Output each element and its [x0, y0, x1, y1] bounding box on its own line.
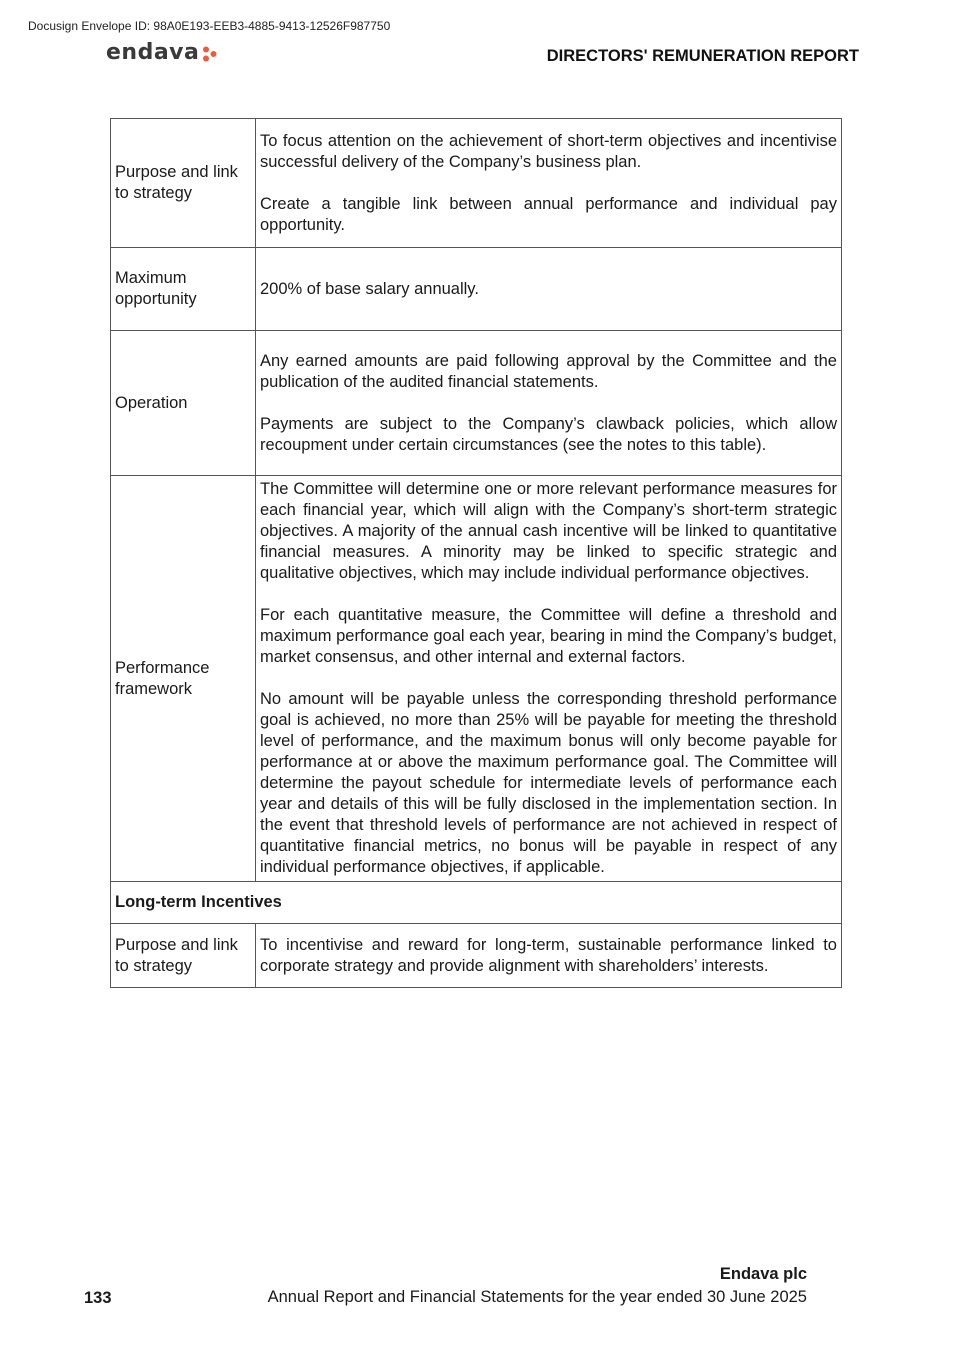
section-heading: Long-term Incentives	[111, 882, 842, 924]
row-label: Purpose and link to strategy	[111, 119, 256, 248]
row-content	[256, 248, 842, 331]
table-row	[111, 882, 842, 924]
report-section-title: DIRECTORS' REMUNERATION REPORT	[546, 47, 859, 65]
row-label: Purpose and link to strategy	[111, 924, 256, 988]
paragraph: For each quantitative measure, the Committee will define a threshold and maximum performance goal each year, bearing in mind the Company’s budget, market consensus, and other internal and external factors.	[260, 606, 837, 666]
row-content	[256, 119, 842, 248]
paragraph: The Committee will determine one or more relevant performance measures for each financial year, which will align with the Company’s short-term strategic objectives. A majority of the annual cash incentive will be linked to quantitative financial measures. A minority may be linked to specific strategic and qualitative objectives, which may include individual performance objectives.	[260, 480, 837, 582]
row-content	[256, 924, 842, 988]
row-label: Operation	[111, 331, 256, 476]
company-logo	[106, 40, 218, 65]
row-label: Performance framework	[111, 476, 256, 882]
remuneration-policy-table	[110, 118, 842, 988]
endava-mark-icon	[202, 46, 218, 62]
paragraph: Create a tangible link between annual performance and individual pay opportunity.	[260, 194, 837, 234]
paragraph: To incentivise and reward for long-term, sustainable performance linked to corporate strategy and provide alignment with shareholders’ interests.	[260, 935, 837, 975]
footer-report-title: Annual Report and Financial Statements for the year ended 30 June 2025	[267, 1288, 807, 1306]
envelope-id: Docusign Envelope ID: 98A0E193-EEB3-4885-9413-12526F987750	[28, 19, 391, 33]
footer-company-name: Endava plc	[719, 1265, 807, 1283]
logo-wordmark: endava	[106, 40, 200, 65]
table-row	[111, 924, 842, 988]
table-row	[111, 119, 842, 248]
paragraph: To focus attention on the achievement of short-term objectives and incentivise successful delivery of the Company’s business plan.	[260, 131, 837, 171]
row-label: Maximum opportunity	[111, 248, 256, 331]
page-number: 133	[84, 1289, 112, 1307]
paragraph: Payments are subject to the Company’s clawback policies, which allow recoupment under certain circumstances (see the notes to this table).	[260, 414, 837, 454]
row-content	[256, 331, 842, 476]
paragraph: Any earned amounts are paid following approval by the Committee and the publication of the audited financial statements.	[260, 351, 837, 391]
table-row	[111, 248, 842, 331]
row-content	[256, 476, 842, 882]
table-row	[111, 476, 842, 882]
paragraph: No amount will be payable unless the corresponding threshold performance goal is achieved, no more than 25% will be payable for meeting the threshold level of performance, and the maximum bonus will only become payable for performance at or above the maximum performance goal. The Committee will determine the payout schedule for intermediate levels of performance each year and details of this will be fully disclosed in the implementation section. In the event that threshold levels of performance are not achieved in respect of quantitative financial metrics, no bonus will be payable in respect of any individual performance objectives, if applicable.	[260, 690, 837, 876]
paragraph: 200% of base salary annually.	[260, 279, 479, 298]
table-row	[111, 331, 842, 476]
